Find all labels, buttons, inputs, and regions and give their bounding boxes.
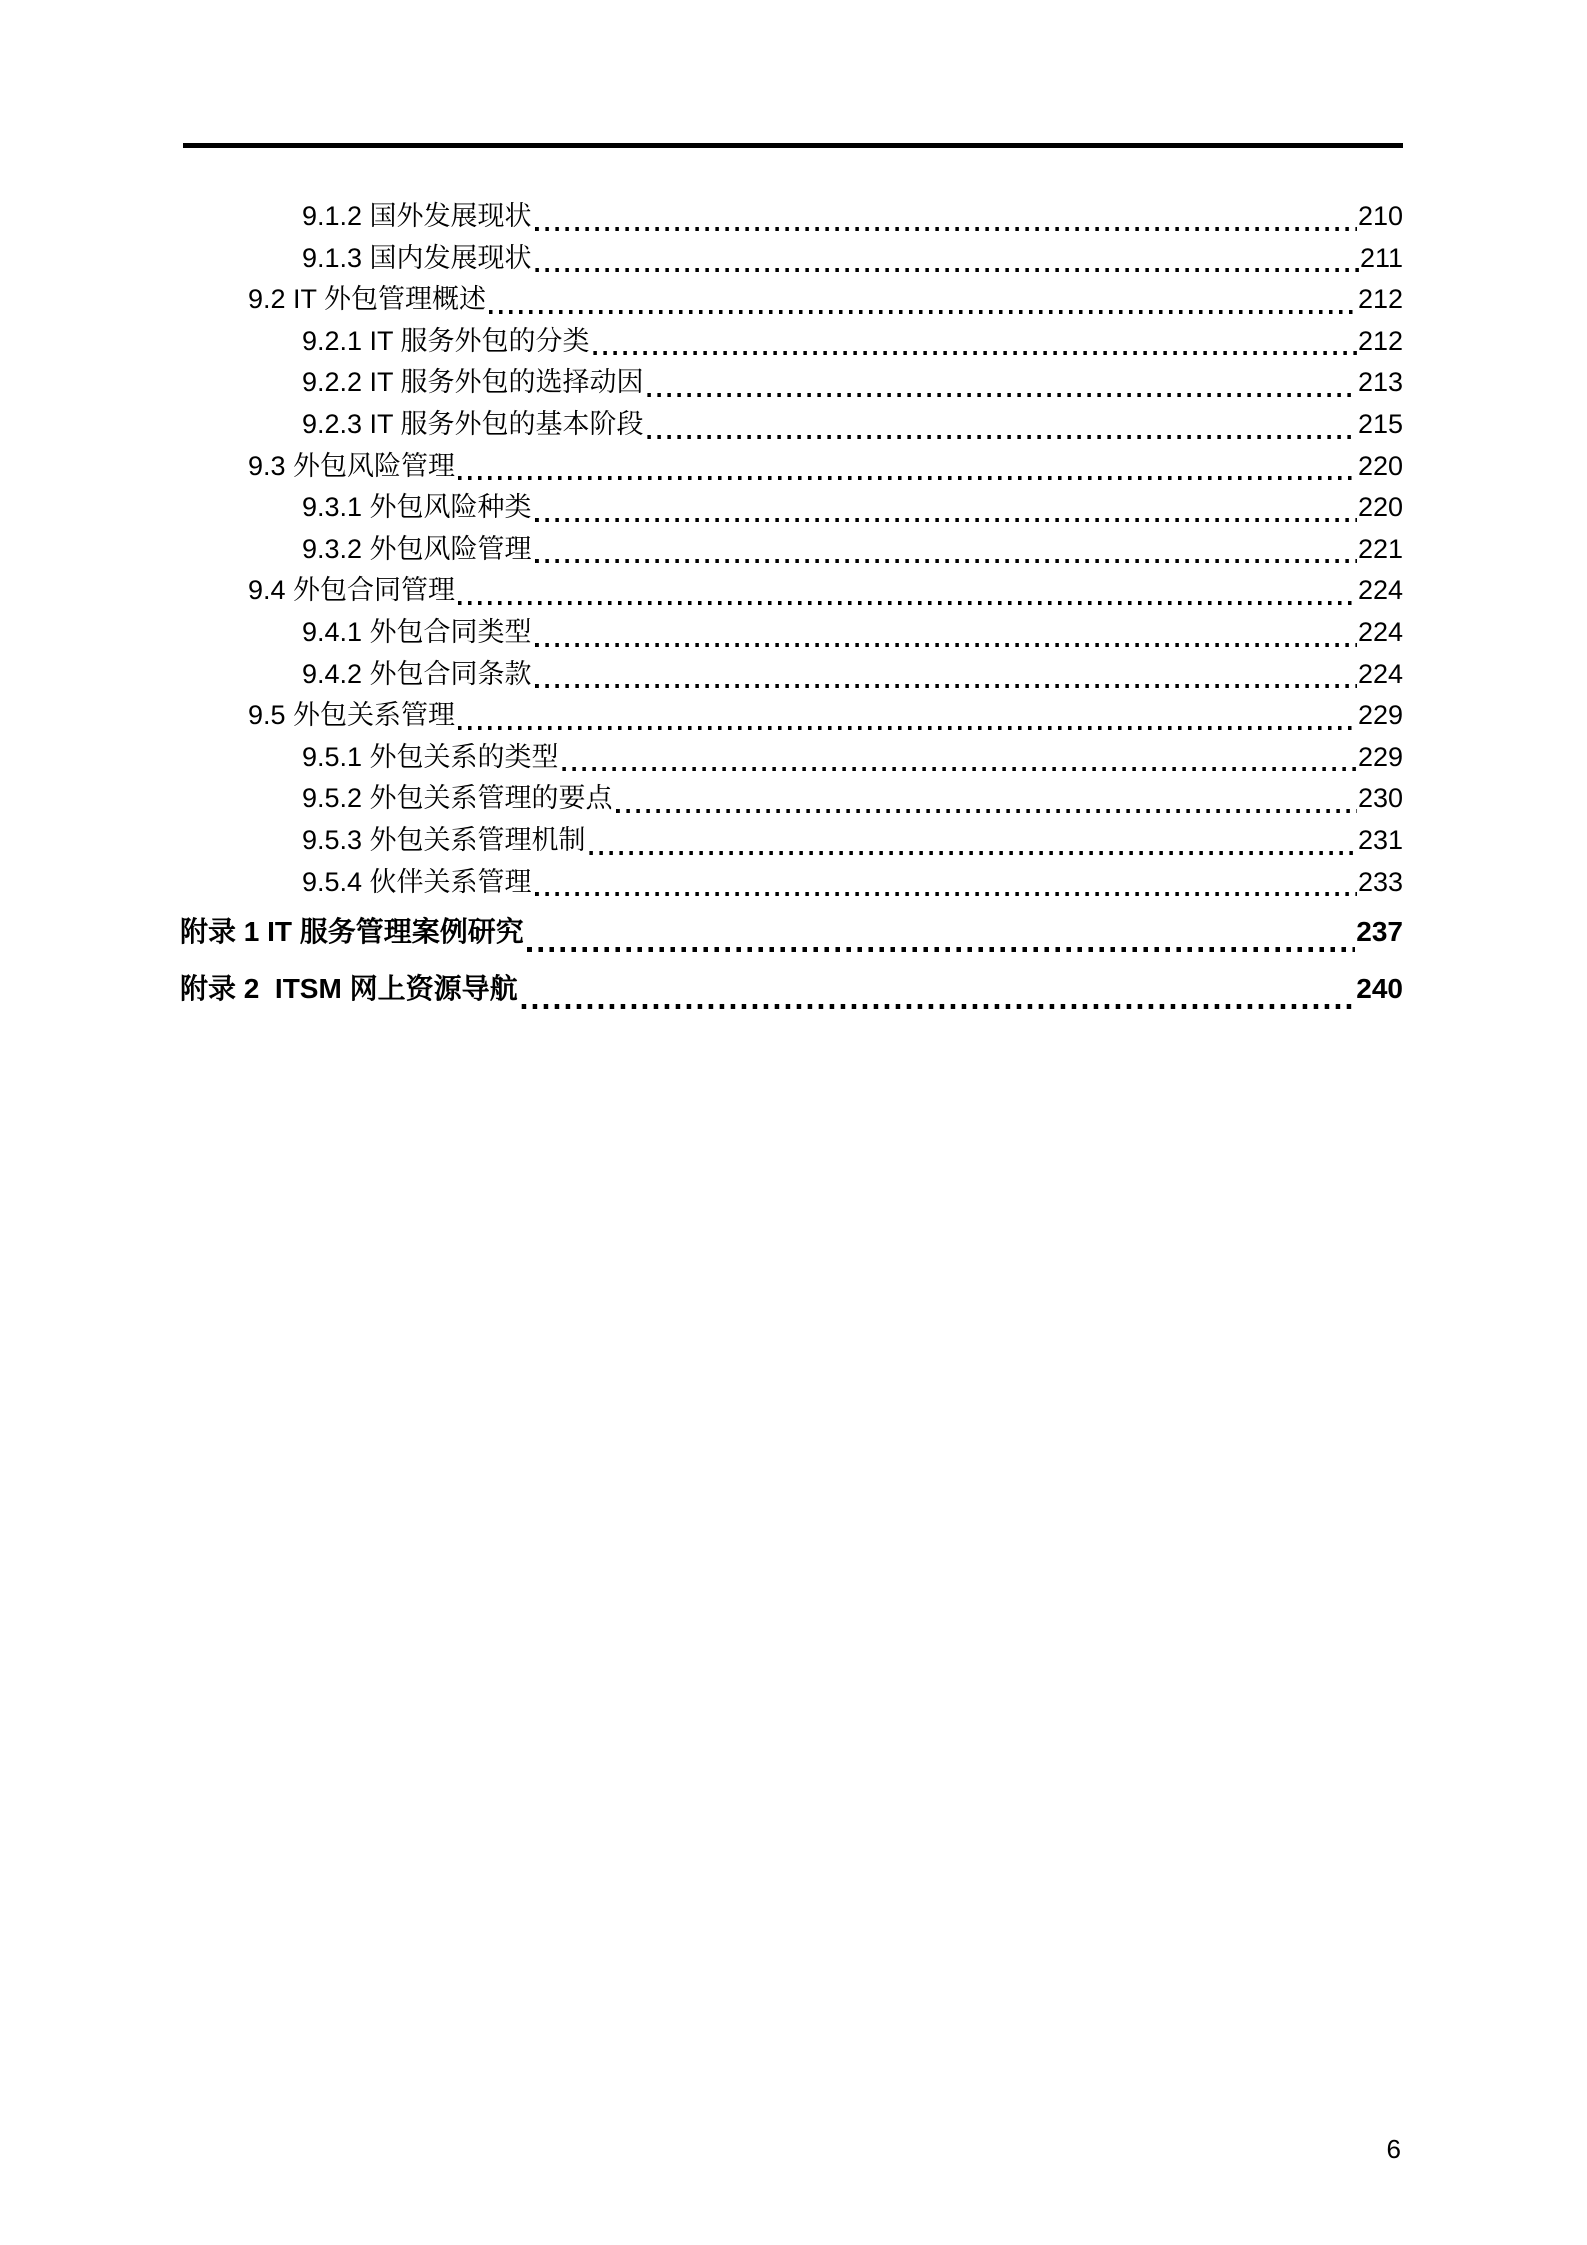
- toc-entry-page: 211: [1359, 242, 1403, 273]
- dot-leader: [458, 726, 1357, 730]
- toc-entry-label: 9.4.2 外包合同条款: [302, 658, 532, 689]
- header-divider: [183, 143, 1403, 148]
- dot-leader: [458, 476, 1357, 480]
- toc-entry-page: 224: [1357, 575, 1403, 606]
- dot-leader: [458, 601, 1357, 605]
- toc-entry-page: 230: [1357, 783, 1403, 814]
- toc-entry[interactable]: [180, 570, 1403, 612]
- toc-entry-label: 9.2.2 IT 服务外包的选择动因: [302, 367, 644, 398]
- dot-leader: [535, 643, 1357, 647]
- toc-entry[interactable]: [180, 321, 1403, 363]
- toc-entry-page: 215: [1357, 408, 1403, 439]
- toc-entry-page: 231: [1357, 824, 1403, 855]
- toc-entry-page: 221: [1357, 533, 1403, 564]
- dot-leader: [589, 851, 1357, 855]
- dot-leader: [593, 351, 1357, 355]
- toc-entry-label: 9.5.1 外包关系的类型: [302, 741, 559, 772]
- toc-entry[interactable]: [180, 279, 1403, 321]
- toc-entry-label: 9.4 外包合同管理: [248, 575, 456, 606]
- dot-leader: [535, 892, 1357, 896]
- page-footer: [1387, 2134, 1401, 2164]
- toc-entry-label: 9.2 IT 外包管理概述: [248, 284, 487, 315]
- toc-entry-label: 9.1.2 国外发展现状: [302, 201, 532, 231]
- dot-leader: [647, 393, 1357, 397]
- toc-entry-page: 220: [1357, 450, 1403, 481]
- page-number: 6: [1386, 2134, 1401, 2164]
- toc-entry[interactable]: [180, 362, 1403, 404]
- toc-entry[interactable]: [180, 529, 1403, 571]
- toc-entry-page: 212: [1357, 325, 1403, 356]
- toc-entry-page: 212: [1357, 284, 1403, 315]
- toc-entry[interactable]: [180, 820, 1403, 862]
- toc-entry-label: 9.3.2 外包风险管理: [302, 533, 532, 564]
- dot-leader: [527, 947, 1355, 952]
- dot-leader: [535, 518, 1357, 522]
- toc-entry-page: 210: [1357, 201, 1403, 231]
- toc-entry-label: 9.5.2 外包关系管理的要点: [302, 783, 613, 814]
- toc-entry[interactable]: [180, 654, 1403, 696]
- toc-entry-page: 233: [1357, 866, 1403, 897]
- table-of-contents: [180, 196, 1403, 1017]
- toc-entry-page: 237: [1356, 916, 1403, 948]
- dot-leader: [489, 310, 1357, 314]
- toc-entry-page: 220: [1357, 492, 1403, 523]
- toc-entry-label: 9.2.1 IT 服务外包的分类: [302, 325, 590, 356]
- dot-leader: [521, 1004, 1356, 1009]
- toc-entry-page: 229: [1357, 700, 1403, 731]
- toc-entry-page: 224: [1357, 658, 1403, 689]
- dot-leader: [535, 268, 1359, 272]
- toc-entry-page: 240: [1356, 973, 1403, 1005]
- toc-entry[interactable]: [180, 612, 1403, 654]
- toc-entry-label: 附录 2 ITSM 网上资源导航: [180, 973, 518, 1005]
- toc-entry-label: 9.5.4 伙伴关系管理: [302, 866, 532, 897]
- dot-leader: [535, 227, 1357, 231]
- toc-entry[interactable]: [180, 404, 1403, 446]
- dot-leader: [535, 684, 1357, 688]
- toc-entry[interactable]: [180, 960, 1403, 1017]
- dot-leader: [535, 559, 1357, 563]
- toc-entry-label: 9.5.3 外包关系管理机制: [302, 824, 586, 855]
- dot-leader: [562, 767, 1357, 771]
- toc-entry-page: 213: [1357, 367, 1403, 398]
- toc-entry[interactable]: [180, 737, 1403, 779]
- toc-entry-page: 229: [1357, 741, 1403, 772]
- toc-entry[interactable]: [180, 695, 1403, 737]
- toc-entry[interactable]: [180, 487, 1403, 529]
- toc-entry[interactable]: [180, 446, 1403, 488]
- toc-entry-label: 9.1.3 国内发展现状: [302, 242, 532, 273]
- toc-entry[interactable]: [180, 778, 1403, 820]
- toc-entry[interactable]: [180, 903, 1403, 960]
- dot-leader: [616, 809, 1357, 813]
- toc-entry-label: 9.2.3 IT 服务外包的基本阶段: [302, 408, 644, 439]
- toc-entry-label: 9.4.1 外包合同类型: [302, 616, 532, 647]
- toc-entry-label: 9.5 外包关系管理: [248, 700, 456, 731]
- toc-entry-label: 9.3.1 外包风险种类: [302, 492, 532, 523]
- toc-entry[interactable]: [180, 238, 1403, 280]
- toc-entry-page: 224: [1357, 616, 1403, 647]
- toc-entry[interactable]: [180, 196, 1403, 238]
- toc-entry[interactable]: [180, 862, 1403, 904]
- dot-leader: [647, 435, 1357, 439]
- toc-entry-label: 9.3 外包风险管理: [248, 450, 456, 481]
- toc-entry-label: 附录 1 IT 服务管理案例研究: [180, 916, 524, 948]
